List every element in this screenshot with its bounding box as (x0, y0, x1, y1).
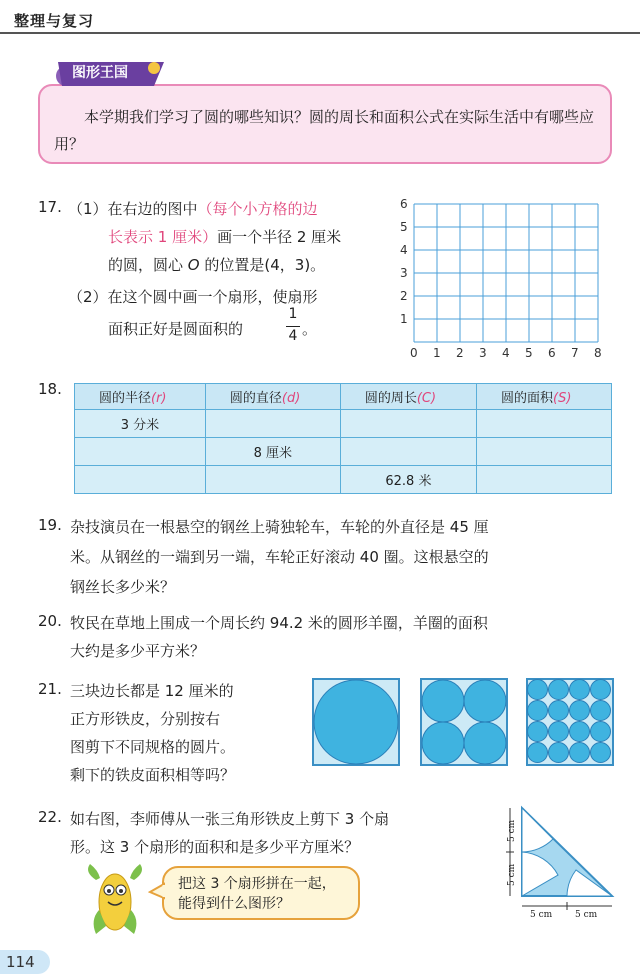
table-cell (75, 438, 206, 466)
q22-line1: 如右图，李师傅从一张三角形铁皮上剪下 3 个扇 (70, 810, 390, 828)
q22-hint-bubble (162, 866, 360, 920)
q22-line2: 形。这 3 个扇形的面积和是多少平方厘米？ (70, 838, 360, 856)
page-number: 114 (6, 953, 35, 971)
q22-dim-bottom-left: 5 cm (530, 910, 553, 918)
q17-p1-c: 长表示 1 厘米） (108, 228, 218, 246)
small-circle (591, 743, 611, 763)
small-circle (528, 701, 548, 721)
small-circle (591, 722, 611, 742)
table-cell (340, 438, 476, 466)
q17-p1-a: （1）在右边的图中 (68, 200, 198, 218)
q22-triangle-figure (500, 800, 620, 918)
q17-p1-o: O (187, 256, 200, 274)
q21-square-one-circle (312, 678, 400, 766)
grid-y-tick-label: 5 (400, 220, 408, 234)
grid-y-tick-label: 4 (400, 243, 408, 257)
small-circle (528, 722, 548, 742)
q21-line4: 剩下的铁皮面积相等吗？ (70, 766, 236, 784)
q22-number: 22. (38, 808, 62, 826)
small-circle (591, 680, 611, 700)
table-cell (340, 410, 476, 438)
q22-dim-left-top: 5 cm (507, 819, 517, 842)
q17-p1-b: （每个小方格的边 (197, 200, 318, 218)
q17-p1-line3 (108, 254, 325, 275)
small-circle (570, 701, 590, 721)
grid-y-tick-label: 2 (400, 289, 408, 303)
q18-number: 18. (38, 380, 62, 398)
q18-table (74, 383, 612, 494)
table-header-cell: 圆的周长(C) (340, 384, 476, 410)
q19-line1: 杂技演员在一根悬空的钢丝上骑独轮车，车轮的外直径是 45 厘 (70, 518, 489, 536)
grid-x-tick-label: 1 (433, 346, 441, 360)
q22-hint-line2: 能得到什么图形？ (178, 896, 290, 912)
q20-number: 20. (38, 612, 62, 630)
grid-x-tick-label: 2 (456, 346, 464, 360)
q22-dim-left-bottom: 5 cm (507, 863, 517, 886)
table-cell (75, 466, 206, 494)
small-circle (591, 701, 611, 721)
table-cell: 62.8 米 (340, 466, 476, 494)
table-header-cell: 圆的半径(r) (75, 384, 206, 410)
small-circle (549, 680, 569, 700)
q17-p1-line1 (68, 198, 318, 219)
q21-line1: 三块边长都是 12 厘米的 (70, 682, 234, 700)
q22-dim-bottom-right: 5 cm (575, 910, 598, 918)
q17-number: 17. (38, 198, 62, 216)
grid-y-tick-label: 3 (400, 266, 408, 280)
q17-fraction-numerator: 1 (288, 306, 298, 322)
grid-x-tick-label: 8 (594, 346, 602, 360)
header-divider (0, 32, 640, 34)
small-circle (528, 743, 548, 763)
q19-number: 19. (38, 516, 62, 534)
table-cell: 8 厘米 (205, 438, 340, 466)
table-cell (205, 466, 340, 494)
corn-mascot-icon (82, 860, 152, 938)
q20-line2: 大约是多少平方米？ (70, 642, 206, 660)
q17-fraction-bar (286, 326, 300, 327)
small-circle (549, 722, 569, 742)
table-header-cell: 圆的面积(S) (477, 384, 612, 410)
q17-p1-f: 的位置是(4，3)。 (204, 256, 326, 274)
q21-square-four-circles (420, 678, 508, 766)
page-header-title: 整理与复习 (14, 12, 95, 30)
q17-fraction-denominator: 4 (288, 328, 298, 344)
table-row (75, 410, 612, 438)
table-cell (477, 466, 612, 494)
grid-x-tick-label: 6 (548, 346, 556, 360)
grid-y-tick-label: 1 (400, 312, 408, 326)
q17-grid (396, 196, 626, 366)
q21-line2: 正方形铁皮，分别按右 (70, 710, 221, 728)
q17-p1-e: 的圆，圆心 (108, 256, 184, 274)
q17-p2-end: 。 (302, 320, 318, 338)
intro-tag-label: 图形王国 (72, 65, 128, 81)
q17-p1-d: 画一个半径 2 厘米 (217, 228, 342, 246)
q17-p2-line1: （2）在这个圆中画一个扇形，使扇形 (68, 288, 318, 306)
small-circle (549, 701, 569, 721)
table-cell (205, 410, 340, 438)
intro-text: 本学期我们学习了圆的哪些知识？圆的周长和面积公式在实际生活中有哪些应用？ (54, 108, 595, 153)
q17-p2-line2: 面积正好是圆面积的 (108, 320, 244, 338)
bubble-tail (148, 882, 166, 902)
q19-line3: 钢丝长多少米？ (70, 578, 176, 596)
q21-square-sixteen-circles (526, 678, 614, 766)
table-row (75, 438, 612, 466)
table-cell (477, 410, 612, 438)
small-circle (570, 722, 590, 742)
table-header-row (75, 384, 612, 410)
intro-box (38, 84, 612, 164)
q19-line2: 米。从钢丝的一端到另一端，车轮正好滚动 40 圈。这根悬空的 (70, 548, 489, 566)
table-row (75, 466, 612, 494)
table-header-cell: 圆的直径(d) (205, 384, 340, 410)
grid-x-tick-label: 7 (571, 346, 579, 360)
grid-x-tick-label: 5 (525, 346, 533, 360)
q21-number: 21. (38, 680, 62, 698)
small-circle (549, 743, 569, 763)
q21-line3: 图剪下不同规格的圆片。 (70, 738, 236, 756)
table-cell: 3 分米 (75, 410, 206, 438)
grid-y-tick-label: 6 (400, 197, 408, 211)
grid-x-tick-label: 3 (479, 346, 487, 360)
grid-x-tick-label: 0 (410, 346, 418, 360)
small-circle (570, 680, 590, 700)
table-cell (477, 438, 612, 466)
q17-p1-line2 (108, 226, 341, 247)
small-circle (528, 680, 548, 700)
q22-hint-line1: 把这 3 个扇形拼在一起， (178, 876, 336, 892)
q20-line1: 牧民在草地上围成一个周长约 94.2 米的圆形羊圈，羊圈的面积 (70, 614, 488, 632)
small-circle (570, 743, 590, 763)
grid-x-tick-label: 4 (502, 346, 510, 360)
